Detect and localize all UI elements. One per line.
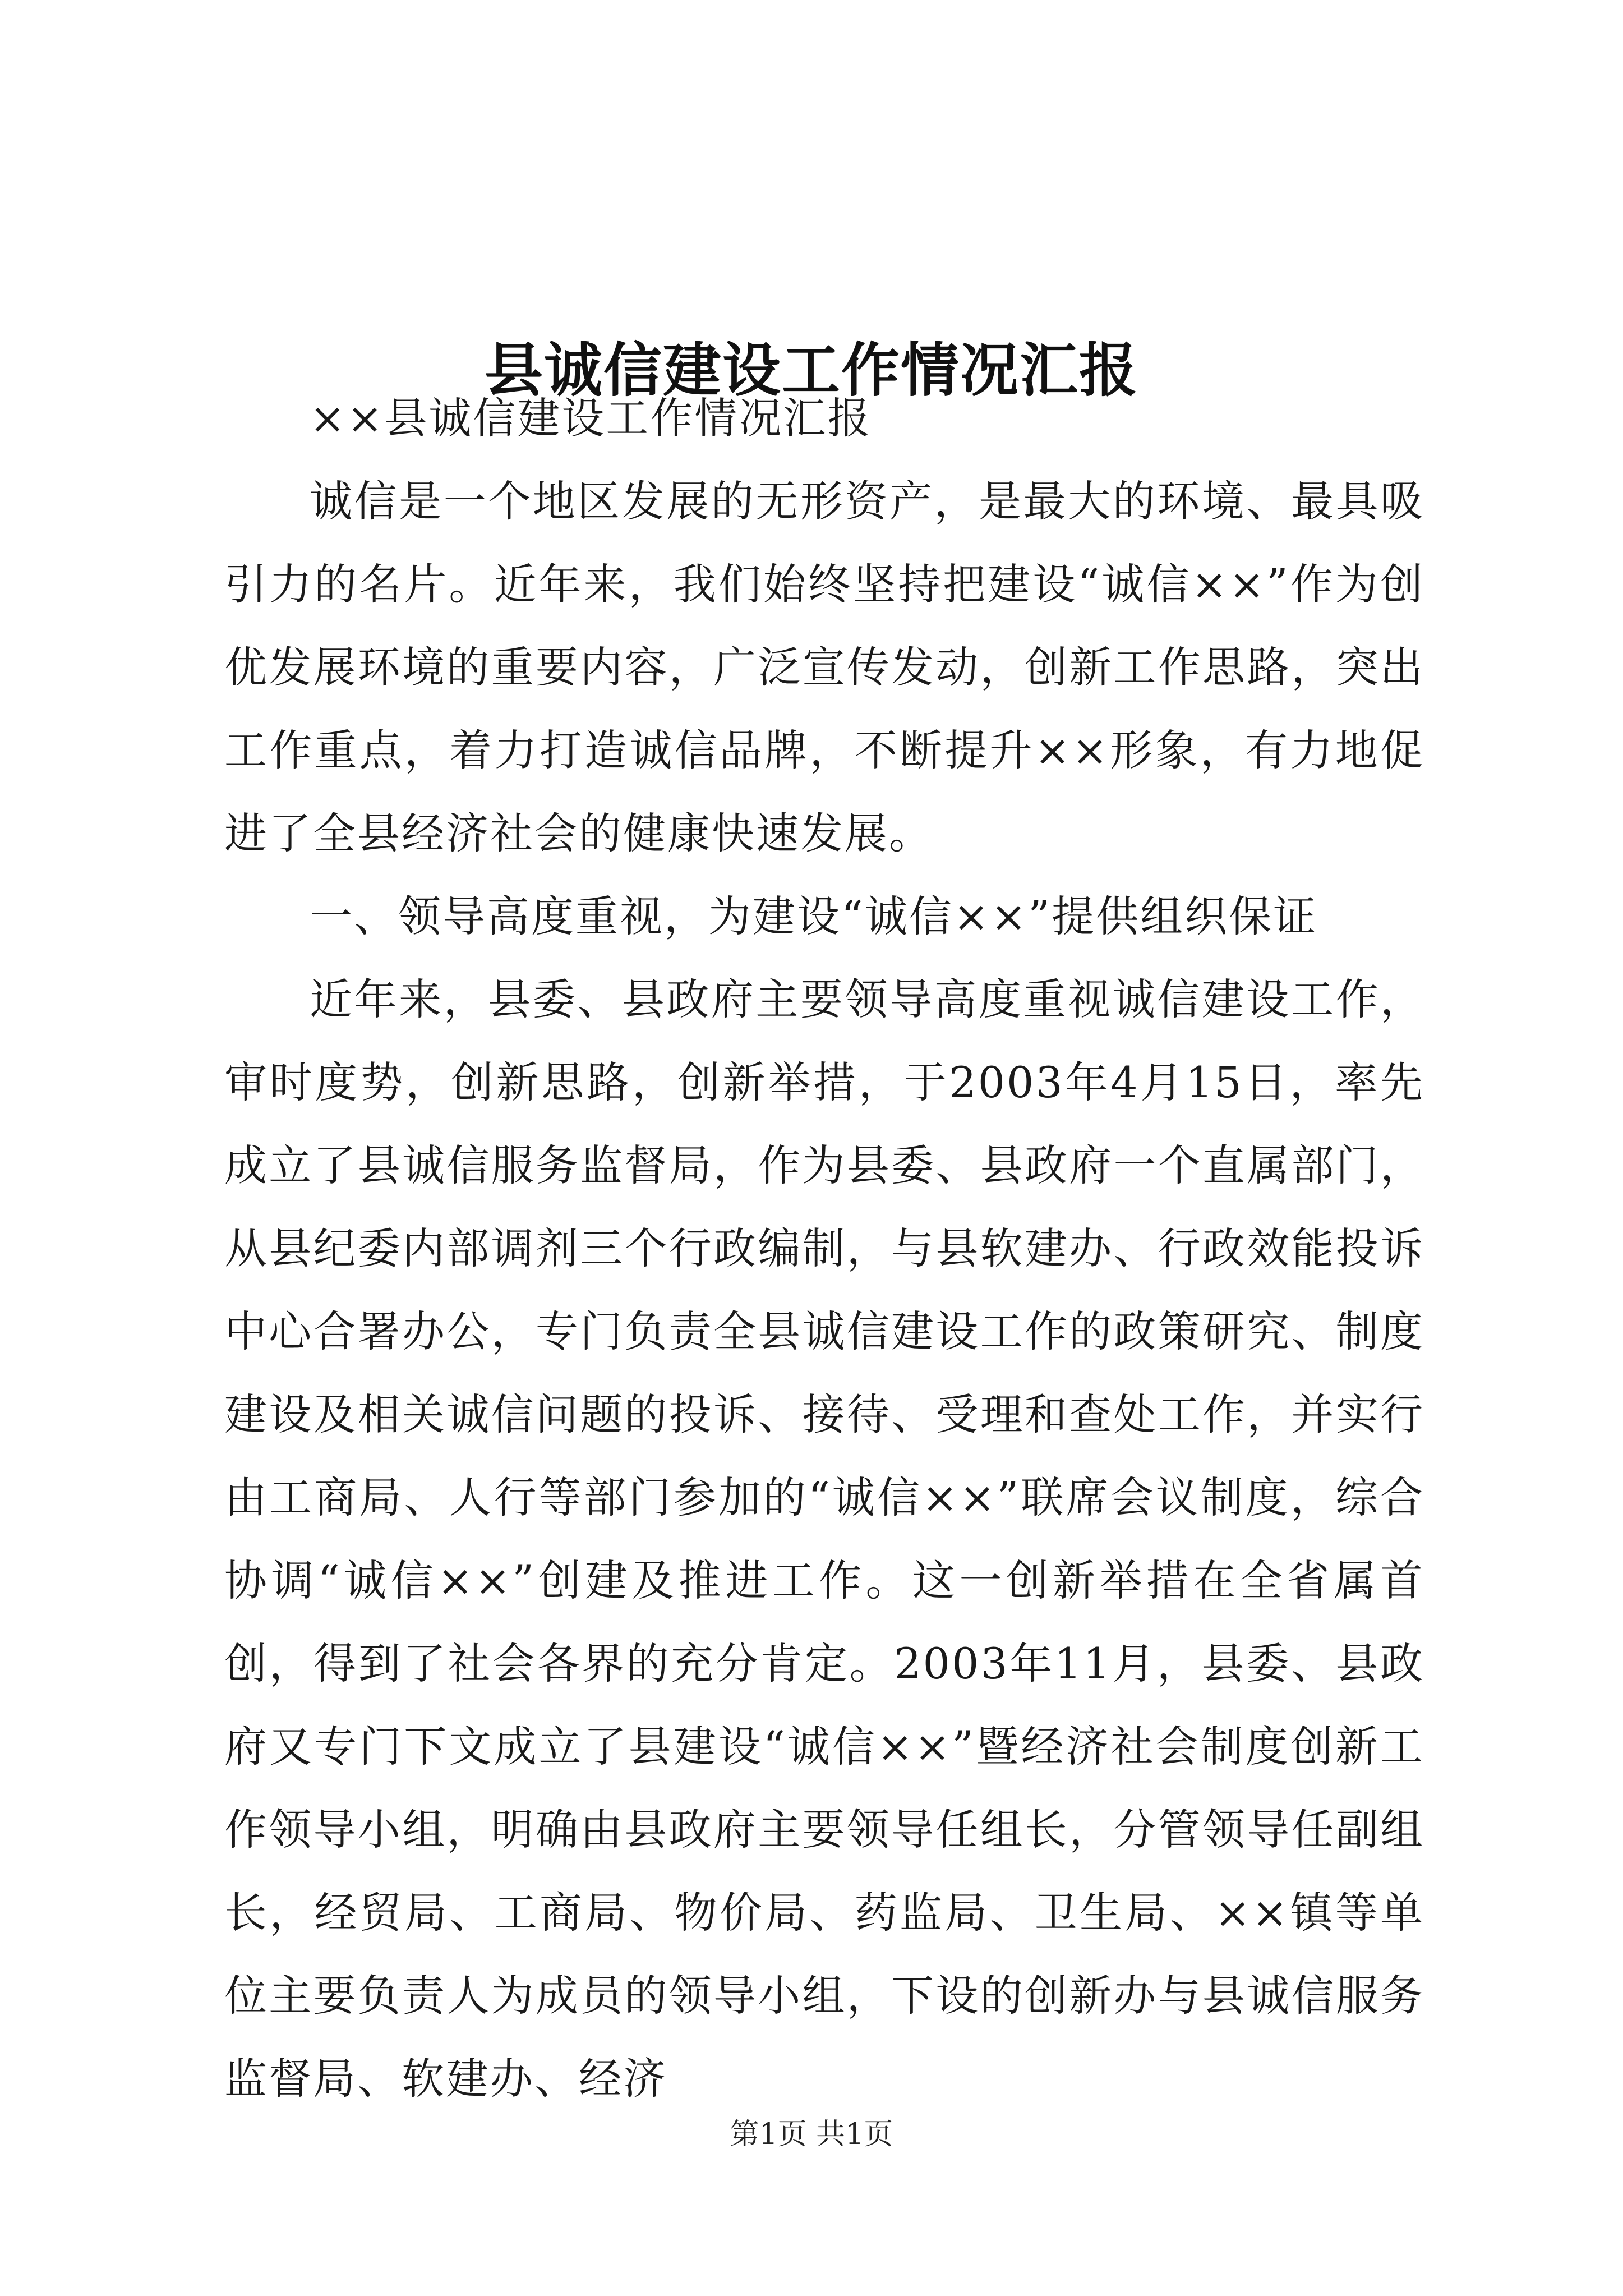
document-title: 县诚信建设工作情况汇报 [484, 335, 1138, 404]
page-number-footer: 第1页 共1页 [730, 2118, 893, 2151]
paragraph-intro: 诚信是一个地区发展的无形资产，是最大的环境、最具吸引力的名片。近年来，我们始终坚持把建设“诚信××”作为创优发展环境的重要内容，广泛宣传发动，创新工作思路，突出工作重点，着力打造诚信品牌，不断提升××形象，有力地促进了全县经济社会的健康快速发展。 [224, 476, 1424, 858]
report-heading: ××县诚信建设工作情况汇报 [310, 393, 872, 443]
document-body [224, 377, 1424, 2120]
paragraph-section-1: 近年来，县委、县政府主要领导高度重视诚信建设工作，审时度势，创新思路，创新举措，于2003年4月15日，率先成立了县诚信服务监督局，作为县委、县政府一个直属部门，从县纪委内部调剂三个行政编制，与县软建办、行政效能投诉中心合署办公，专门负责全县诚信建设工作的政策研究、制度建设及相关诚信问题的投诉、接待、受理和查处工作，并实行由工商局、人行等部门参加的“诚信××”联席会议制度，综合协调“诚信××”创建及推进工作。这一创新举措在全省属首创，得到了社会各界的充分肯定。2003年11月，县委、县政府又专门下文成立了县建设“诚信××”暨经济社会制度创新工作领导小组，明确由县政府主要领导任组长，分管领导任副组长，经贸局、工商局、物价局、药监局、卫生局、××镇等单位主要负责人为成员的领导小组，下设的创新办与县诚信服务监督局、软建办、经济 [224, 974, 1424, 2104]
section-heading-1: 一、领导高度重视，为建设“诚信××”提供组织保证 [310, 891, 1318, 941]
